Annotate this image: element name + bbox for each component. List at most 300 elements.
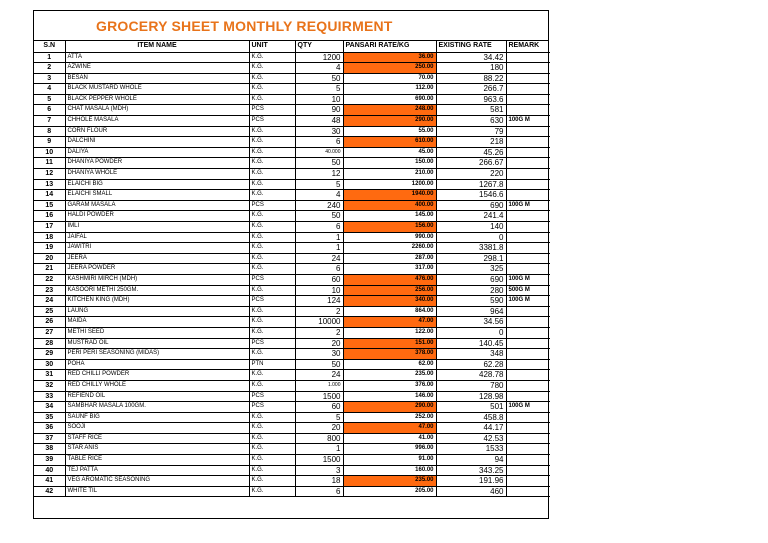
cell-existing-rate: 460: [436, 486, 506, 497]
cell-unit: K.G.: [249, 63, 295, 74]
cell-sn: 3: [34, 73, 65, 84]
cell-unit: K.G.: [249, 126, 295, 137]
table-row: [34, 105, 550, 116]
cell-existing-rate: 690: [436, 200, 506, 211]
table-row: [34, 52, 550, 63]
cell-existing-rate: 343.25: [436, 465, 506, 476]
cell-existing-rate: 348: [436, 349, 506, 360]
cell-remark: [506, 179, 550, 190]
cell-unit: PCS: [249, 296, 295, 307]
cell-qty: 24: [295, 253, 343, 264]
cell-item-name: KITCHEN KING (MDH): [65, 296, 249, 307]
cell-unit: K.G.: [249, 433, 295, 444]
cell-item-name: DALCHINI: [65, 137, 249, 148]
table-row: [34, 296, 550, 307]
cell-pansari-rate: 610.00: [343, 137, 436, 148]
table-row: [34, 455, 550, 466]
cell-qty: 20: [295, 338, 343, 349]
cell-item-name: DHANIYA WHOLE: [65, 169, 249, 180]
cell-qty: 40.000: [295, 147, 343, 158]
cell-existing-rate: 630: [436, 116, 506, 127]
cell-remark: [506, 63, 550, 74]
cell-remark: [506, 169, 550, 180]
cell-existing-rate: 180: [436, 63, 506, 74]
cell-pansari-rate: 690.00: [343, 94, 436, 105]
cell-sn: 1: [34, 52, 65, 63]
cell-unit: K.G.: [249, 486, 295, 497]
cell-item-name: JAIFAL: [65, 232, 249, 243]
cell-remark: [506, 264, 550, 275]
cell-existing-rate: 325: [436, 264, 506, 275]
cell-qty: 3: [295, 465, 343, 476]
cell-pansari-rate: 248.00: [343, 105, 436, 116]
cell-existing-rate: 581: [436, 105, 506, 116]
cell-qty: 2: [295, 306, 343, 317]
cell-unit: K.G.: [249, 222, 295, 233]
cell-qty: 50: [295, 158, 343, 169]
cell-existing-rate: 428.78: [436, 370, 506, 381]
cell-remark: [506, 455, 550, 466]
cell-item-name: IMLI: [65, 222, 249, 233]
cell-existing-rate: 298.1: [436, 253, 506, 264]
table-row: [34, 243, 550, 254]
cell-existing-rate: 44.17: [436, 423, 506, 434]
cell-pansari-rate: 996.00: [343, 444, 436, 455]
table-row: [34, 412, 550, 423]
cell-existing-rate: 0: [436, 327, 506, 338]
cell-unit: K.G.: [249, 137, 295, 148]
cell-item-name: REFIEND OIL: [65, 391, 249, 402]
cell-existing-rate: 266.7: [436, 84, 506, 95]
cell-pansari-rate: 150.00: [343, 158, 436, 169]
cell-qty: 1200: [295, 52, 343, 63]
cell-pansari-rate: 235.00: [343, 476, 436, 487]
cell-qty: 10: [295, 285, 343, 296]
cell-existing-rate: 1267.8: [436, 179, 506, 190]
cell-existing-rate: 963.6: [436, 94, 506, 105]
cell-sn: 35: [34, 412, 65, 423]
cell-unit: PCS: [249, 274, 295, 285]
cell-unit: K.G.: [249, 243, 295, 254]
cell-pansari-rate: 990.00: [343, 232, 436, 243]
cell-qty: 1: [295, 232, 343, 243]
table-row: [34, 285, 550, 296]
cell-pansari-rate: 36.00: [343, 52, 436, 63]
cell-sn: 25: [34, 306, 65, 317]
cell-item-name: RED CHILLY WHOLE: [65, 380, 249, 391]
cell-unit: K.G.: [249, 306, 295, 317]
cell-sn: 10: [34, 147, 65, 158]
cell-pansari-rate: 156.00: [343, 222, 436, 233]
cell-item-name: HALDI POWDER: [65, 211, 249, 222]
cell-unit: K.G.: [249, 370, 295, 381]
table-row: [34, 465, 550, 476]
cell-item-name: BESAN: [65, 73, 249, 84]
cell-sn: 11: [34, 158, 65, 169]
cell-existing-rate: 94: [436, 455, 506, 466]
cell-existing-rate: 34.56: [436, 317, 506, 328]
cell-sn: 41: [34, 476, 65, 487]
sheet-title: GROCERY SHEET MONTHLY REQUIRMENT: [34, 11, 548, 41]
table-row: [34, 253, 550, 264]
cell-remark: [506, 222, 550, 233]
cell-sn: 16: [34, 211, 65, 222]
cell-remark: 100G M: [506, 402, 550, 413]
table-row: [34, 232, 550, 243]
cell-qty: 1500: [295, 391, 343, 402]
cell-existing-rate: 220: [436, 169, 506, 180]
table-row: [34, 84, 550, 95]
cell-item-name: DALIYA: [65, 147, 249, 158]
cell-sn: 14: [34, 190, 65, 201]
cell-unit: K.G.: [249, 465, 295, 476]
cell-item-name: ATTA: [65, 52, 249, 63]
cell-qty: 5: [295, 84, 343, 95]
cell-qty: 60: [295, 402, 343, 413]
cell-sn: 23: [34, 285, 65, 296]
table-row: [34, 137, 550, 148]
cell-item-name: TEJ PATTA: [65, 465, 249, 476]
cell-remark: 100G M: [506, 296, 550, 307]
cell-sn: 31: [34, 370, 65, 381]
cell-qty: 1: [295, 243, 343, 254]
cell-remark: [506, 126, 550, 137]
table-row: [34, 391, 550, 402]
cell-existing-rate: 690: [436, 274, 506, 285]
cell-remark: [506, 73, 550, 84]
header-unit: UNIT: [249, 41, 295, 52]
table-row: [34, 370, 550, 381]
table-row: [34, 190, 550, 201]
table-row: [34, 444, 550, 455]
table-row: [34, 73, 550, 84]
table-row: [34, 359, 550, 370]
cell-pansari-rate: 122.00: [343, 327, 436, 338]
cell-unit: K.G.: [249, 147, 295, 158]
cell-pansari-rate: 287.00: [343, 253, 436, 264]
cell-qty: 2: [295, 327, 343, 338]
table-row: [34, 63, 550, 74]
cell-unit: K.G.: [249, 349, 295, 360]
cell-item-name: CHHOLE MASALA: [65, 116, 249, 127]
cell-qty: 90: [295, 105, 343, 116]
table-row: [34, 179, 550, 190]
table-row: [34, 158, 550, 169]
cell-qty: 124: [295, 296, 343, 307]
cell-sn: 34: [34, 402, 65, 413]
cell-unit: PCS: [249, 402, 295, 413]
cell-qty: 4: [295, 63, 343, 74]
cell-item-name: GARAM MASALA: [65, 200, 249, 211]
cell-sn: 38: [34, 444, 65, 455]
cell-remark: 500G M: [506, 285, 550, 296]
cell-unit: K.G.: [249, 179, 295, 190]
cell-remark: [506, 476, 550, 487]
cell-existing-rate: 140.45: [436, 338, 506, 349]
cell-remark: [506, 190, 550, 201]
cell-item-name: KASHMIRI MIRCH (MDH): [65, 274, 249, 285]
cell-pansari-rate: 256.00: [343, 285, 436, 296]
table-row: [34, 327, 550, 338]
cell-existing-rate: 128.98: [436, 391, 506, 402]
grocery-sheet: [33, 10, 549, 519]
cell-pansari-rate: 45.00: [343, 147, 436, 158]
cell-unit: K.G.: [249, 264, 295, 275]
cell-sn: 28: [34, 338, 65, 349]
cell-sn: 40: [34, 465, 65, 476]
table-row: [34, 169, 550, 180]
cell-pansari-rate: 1200.00: [343, 179, 436, 190]
cell-item-name: CHAT MASALA (MDH): [65, 105, 249, 116]
cell-sn: 26: [34, 317, 65, 328]
cell-unit: K.G.: [249, 412, 295, 423]
cell-item-name: KASOORI METHI 250GM.: [65, 285, 249, 296]
cell-sn: 30: [34, 359, 65, 370]
cell-qty: 6: [295, 264, 343, 275]
table-row: [34, 264, 550, 275]
cell-remark: [506, 338, 550, 349]
cell-item-name: JAWITRI: [65, 243, 249, 254]
cell-qty: 30: [295, 126, 343, 137]
table-row: [34, 476, 550, 487]
cell-qty: 5: [295, 179, 343, 190]
table-row: [34, 116, 550, 127]
cell-item-name: RED CHILLI POWDER: [65, 370, 249, 381]
cell-remark: [506, 253, 550, 264]
cell-unit: K.G.: [249, 476, 295, 487]
cell-sn: 18: [34, 232, 65, 243]
cell-unit: PCS: [249, 116, 295, 127]
cell-pansari-rate: 205.00: [343, 486, 436, 497]
cell-pansari-rate: 476.00: [343, 274, 436, 285]
cell-pansari-rate: 62.00: [343, 359, 436, 370]
grocery-table: [34, 41, 550, 497]
cell-item-name: AZWINE: [65, 63, 249, 74]
cell-item-name: LAUNG: [65, 306, 249, 317]
cell-existing-rate: 241.4: [436, 211, 506, 222]
cell-sn: 2: [34, 63, 65, 74]
cell-remark: [506, 433, 550, 444]
cell-pansari-rate: 47.00: [343, 317, 436, 328]
cell-qty: 50: [295, 359, 343, 370]
table-row: [34, 222, 550, 233]
table-row: [34, 433, 550, 444]
cell-item-name: BLACK MUSTARD WHOLE: [65, 84, 249, 95]
cell-qty: 10: [295, 94, 343, 105]
cell-existing-rate: 266.67: [436, 158, 506, 169]
cell-item-name: JEERA POWDER: [65, 264, 249, 275]
cell-remark: [506, 84, 550, 95]
cell-remark: [506, 243, 550, 254]
cell-pansari-rate: 112.00: [343, 84, 436, 95]
cell-pansari-rate: 151.00: [343, 338, 436, 349]
cell-pansari-rate: 290.00: [343, 402, 436, 413]
cell-qty: 18: [295, 476, 343, 487]
cell-qty: 5: [295, 412, 343, 423]
cell-unit: K.G.: [249, 190, 295, 201]
cell-existing-rate: 140: [436, 222, 506, 233]
cell-qty: 30: [295, 349, 343, 360]
cell-remark: [506, 94, 550, 105]
cell-sn: 24: [34, 296, 65, 307]
cell-remark: [506, 52, 550, 63]
cell-item-name: JEERA: [65, 253, 249, 264]
cell-sn: 17: [34, 222, 65, 233]
cell-sn: 7: [34, 116, 65, 127]
cell-remark: [506, 158, 550, 169]
cell-unit: K.G.: [249, 423, 295, 434]
cell-unit: PTN: [249, 359, 295, 370]
cell-remark: 100G M: [506, 274, 550, 285]
cell-unit: K.G.: [249, 94, 295, 105]
cell-unit: K.G.: [249, 455, 295, 466]
cell-qty: 10000: [295, 317, 343, 328]
cell-qty: 20: [295, 423, 343, 434]
table-row: [34, 423, 550, 434]
table-row: [34, 402, 550, 413]
cell-sn: 20: [34, 253, 65, 264]
cell-sn: 32: [34, 380, 65, 391]
cell-pansari-rate: 145.00: [343, 211, 436, 222]
cell-pansari-rate: 340.00: [343, 296, 436, 307]
cell-sn: 15: [34, 200, 65, 211]
cell-unit: K.G.: [249, 253, 295, 264]
cell-sn: 36: [34, 423, 65, 434]
cell-item-name: MAIDA: [65, 317, 249, 328]
cell-unit: K.G.: [249, 52, 295, 63]
table-row: [34, 486, 550, 497]
cell-remark: 100G M: [506, 200, 550, 211]
cell-sn: 4: [34, 84, 65, 95]
cell-remark: [506, 370, 550, 381]
cell-unit: PCS: [249, 200, 295, 211]
cell-pansari-rate: 250.00: [343, 63, 436, 74]
cell-existing-rate: 88.22: [436, 73, 506, 84]
cell-qty: 240: [295, 200, 343, 211]
cell-unit: K.G.: [249, 73, 295, 84]
header-row: [34, 41, 550, 52]
cell-pansari-rate: 317.00: [343, 264, 436, 275]
cell-existing-rate: 780: [436, 380, 506, 391]
cell-pansari-rate: 400.00: [343, 200, 436, 211]
cell-sn: 42: [34, 486, 65, 497]
cell-remark: [506, 486, 550, 497]
cell-existing-rate: 218: [436, 137, 506, 148]
cell-existing-rate: 590: [436, 296, 506, 307]
cell-sn: 8: [34, 126, 65, 137]
cell-existing-rate: 280: [436, 285, 506, 296]
cell-unit: K.G.: [249, 84, 295, 95]
cell-sn: 29: [34, 349, 65, 360]
table-row: [34, 94, 550, 105]
cell-existing-rate: 458.8: [436, 412, 506, 423]
cell-sn: 37: [34, 433, 65, 444]
cell-unit: K.G.: [249, 380, 295, 391]
cell-qty: 50: [295, 211, 343, 222]
cell-pansari-rate: 235.00: [343, 370, 436, 381]
cell-remark: [506, 444, 550, 455]
cell-item-name: WHITE TIL: [65, 486, 249, 497]
cell-sn: 12: [34, 169, 65, 180]
cell-unit: K.G.: [249, 232, 295, 243]
cell-remark: [506, 211, 550, 222]
cell-unit: K.G.: [249, 444, 295, 455]
cell-pansari-rate: 1940.00: [343, 190, 436, 201]
cell-existing-rate: 45.26: [436, 147, 506, 158]
table-row: [34, 200, 550, 211]
cell-remark: [506, 317, 550, 328]
header-existing-rate: EXISTING RATE: [436, 41, 506, 52]
cell-existing-rate: 1533: [436, 444, 506, 455]
cell-remark: [506, 380, 550, 391]
table-row: [34, 349, 550, 360]
cell-qty: 6: [295, 137, 343, 148]
cell-pansari-rate: 864.00: [343, 306, 436, 317]
cell-remark: [506, 105, 550, 116]
cell-existing-rate: 964: [436, 306, 506, 317]
cell-qty: 48: [295, 116, 343, 127]
cell-sn: 19: [34, 243, 65, 254]
cell-existing-rate: 1546.6: [436, 190, 506, 201]
cell-sn: 21: [34, 264, 65, 275]
cell-qty: 12: [295, 169, 343, 180]
cell-qty: 24: [295, 370, 343, 381]
table-row: [34, 380, 550, 391]
table-row: [34, 126, 550, 137]
cell-remark: [506, 306, 550, 317]
header-qty: QTY: [295, 41, 343, 52]
cell-remark: [506, 327, 550, 338]
cell-sn: 22: [34, 274, 65, 285]
cell-sn: 39: [34, 455, 65, 466]
cell-existing-rate: 79: [436, 126, 506, 137]
cell-sn: 5: [34, 94, 65, 105]
cell-unit: K.G.: [249, 317, 295, 328]
cell-pansari-rate: 160.00: [343, 465, 436, 476]
cell-item-name: CORN FLOUR: [65, 126, 249, 137]
cell-remark: 100G M: [506, 116, 550, 127]
cell-item-name: TABLE RICE: [65, 455, 249, 466]
cell-existing-rate: 3381.8: [436, 243, 506, 254]
cell-item-name: SAMBHAR MASALA 100GM.: [65, 402, 249, 413]
cell-item-name: PERI PERI SEASONING (MIDAS): [65, 349, 249, 360]
cell-unit: K.G.: [249, 158, 295, 169]
cell-pansari-rate: 376.00: [343, 380, 436, 391]
header-sn: S.N: [34, 41, 65, 52]
cell-qty: 1.000: [295, 380, 343, 391]
cell-pansari-rate: 252.00: [343, 412, 436, 423]
cell-sn: 6: [34, 105, 65, 116]
cell-pansari-rate: 91.00: [343, 455, 436, 466]
cell-unit: K.G.: [249, 169, 295, 180]
table-row: [34, 147, 550, 158]
cell-pansari-rate: 55.00: [343, 126, 436, 137]
cell-remark: [506, 359, 550, 370]
cell-qty: 6: [295, 486, 343, 497]
cell-unit: K.G.: [249, 285, 295, 296]
cell-pansari-rate: 2260.00: [343, 243, 436, 254]
cell-sn: 33: [34, 391, 65, 402]
cell-unit: K.G.: [249, 211, 295, 222]
cell-item-name: METHI SEED: [65, 327, 249, 338]
cell-pansari-rate: 378.00: [343, 349, 436, 360]
cell-sn: 13: [34, 179, 65, 190]
cell-item-name: POHA: [65, 359, 249, 370]
cell-unit: PCS: [249, 105, 295, 116]
cell-qty: 50: [295, 73, 343, 84]
cell-existing-rate: 34.42: [436, 52, 506, 63]
cell-item-name: DHANIYA POWDER: [65, 158, 249, 169]
